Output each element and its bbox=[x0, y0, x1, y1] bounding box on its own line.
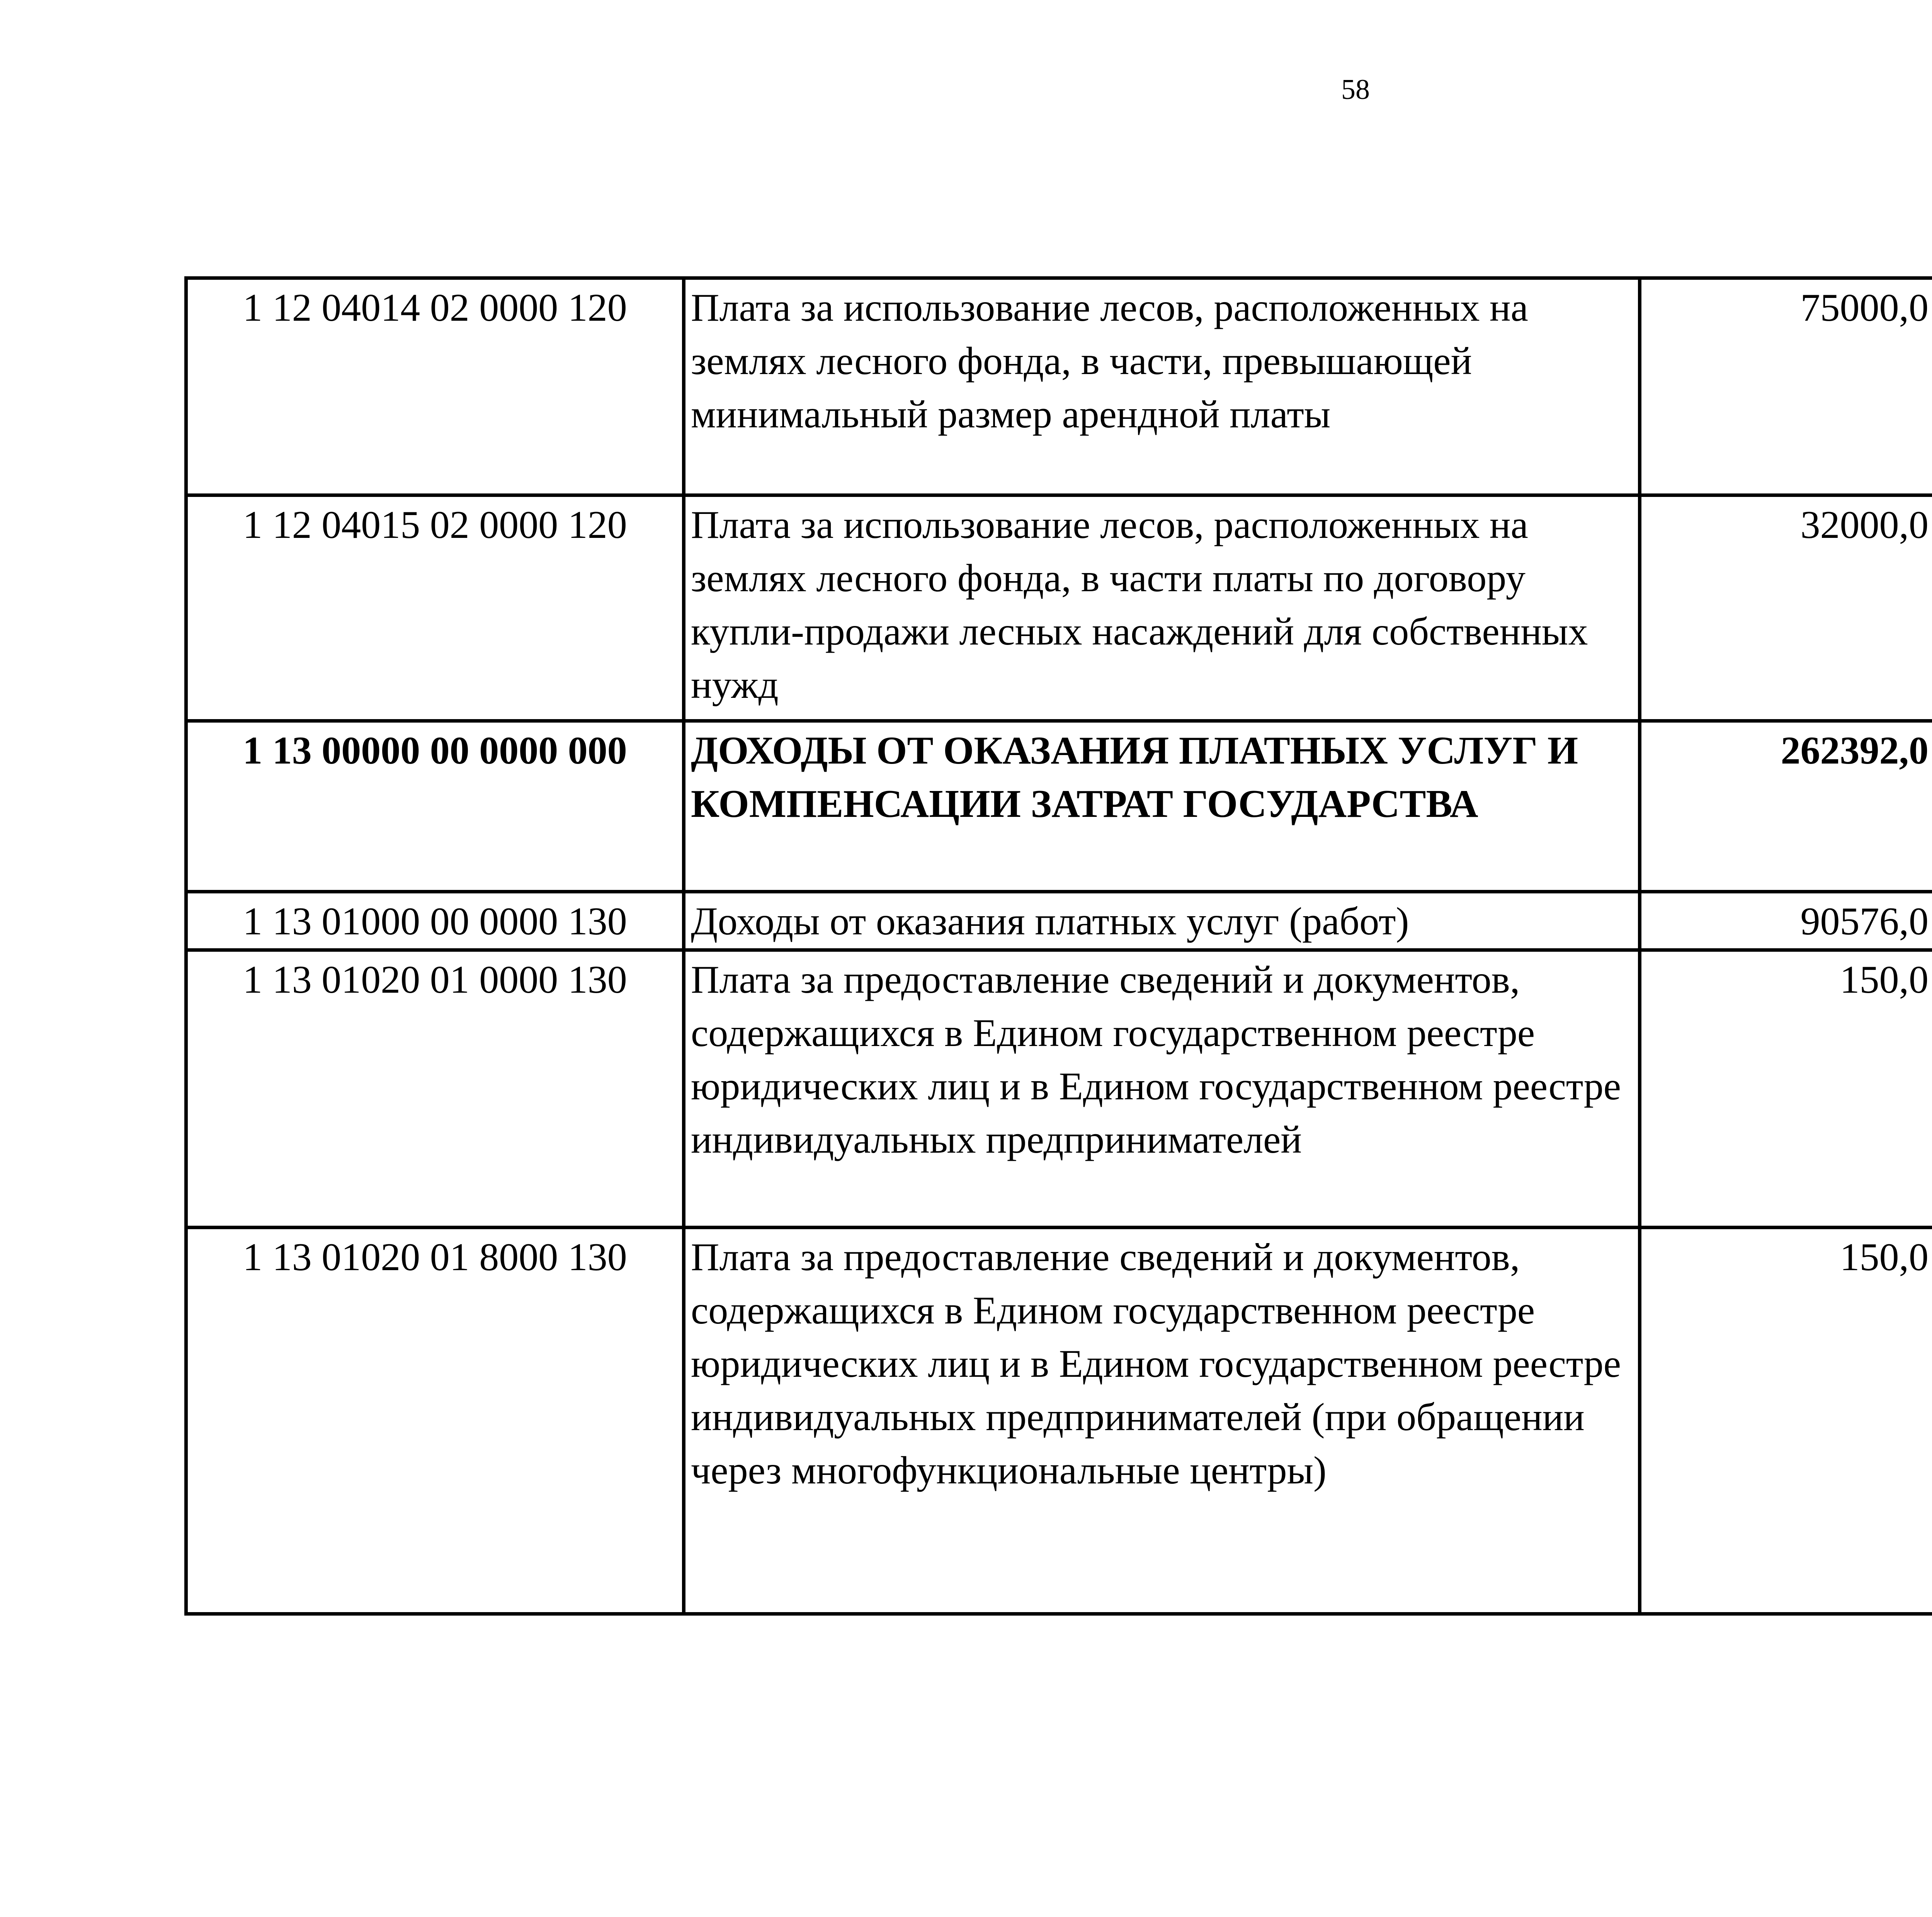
budget-code: 1 13 01020 01 8000 130 bbox=[186, 1228, 684, 1614]
table-row bbox=[186, 892, 1932, 950]
table-row bbox=[186, 1228, 1932, 1614]
value-year-1: 75000,0 bbox=[1640, 278, 1932, 495]
budget-code: 1 12 04015 02 0000 120 bbox=[186, 495, 684, 721]
table-row bbox=[186, 278, 1932, 495]
value-year-1: 90576,0 bbox=[1640, 892, 1932, 950]
value-year-1: 150,0 bbox=[1640, 1228, 1932, 1614]
table-row bbox=[186, 495, 1932, 721]
budget-code: 1 13 00000 00 0000 000 bbox=[186, 721, 684, 892]
revenue-name: Плата за использование лесов, расположенных на землях лесного фонда, в части, превышающей минимальный размер арендной платы bbox=[684, 278, 1640, 495]
revenue-name: Плата за использование лесов, расположенных на землях лесного фонда, в части платы по договору купли-продажи лесных насаждений для собственных нужд bbox=[684, 495, 1640, 721]
revenue-name: Доходы от оказания платных услуг (работ) bbox=[684, 892, 1640, 950]
revenue-name: Плата за предоставление сведений и документов, содержащихся в Едином государственном реестре юридических лиц и в Едином государственном реестре индивидуальных предпринимателей (при обращении через многофункциональные центры) bbox=[684, 1228, 1640, 1614]
value-year-1: 262392,0 bbox=[1640, 721, 1932, 892]
page-number: 58 bbox=[1341, 74, 1370, 105]
budget-code: 1 12 04014 02 0000 120 bbox=[186, 278, 684, 495]
table-row bbox=[186, 950, 1932, 1228]
value-year-1: 32000,0 bbox=[1640, 495, 1932, 721]
budget-code: 1 13 01000 00 0000 130 bbox=[186, 892, 684, 950]
revenue-table bbox=[184, 276, 1932, 1616]
revenue-name: ДОХОДЫ ОТ ОКАЗАНИЯ ПЛАТНЫХ УСЛУГ И КОМПЕНСАЦИИ ЗАТРАТ ГОСУДАРСТВА bbox=[684, 721, 1640, 892]
budget-code: 1 13 01020 01 0000 130 bbox=[186, 950, 684, 1228]
revenue-name: Плата за предоставление сведений и документов, содержащихся в Едином государственном реестре юридических лиц и в Едином государственном реестре индивидуальных предпринимателей bbox=[684, 950, 1640, 1228]
table-row-section bbox=[186, 721, 1932, 892]
value-year-1: 150,0 bbox=[1640, 950, 1932, 1228]
